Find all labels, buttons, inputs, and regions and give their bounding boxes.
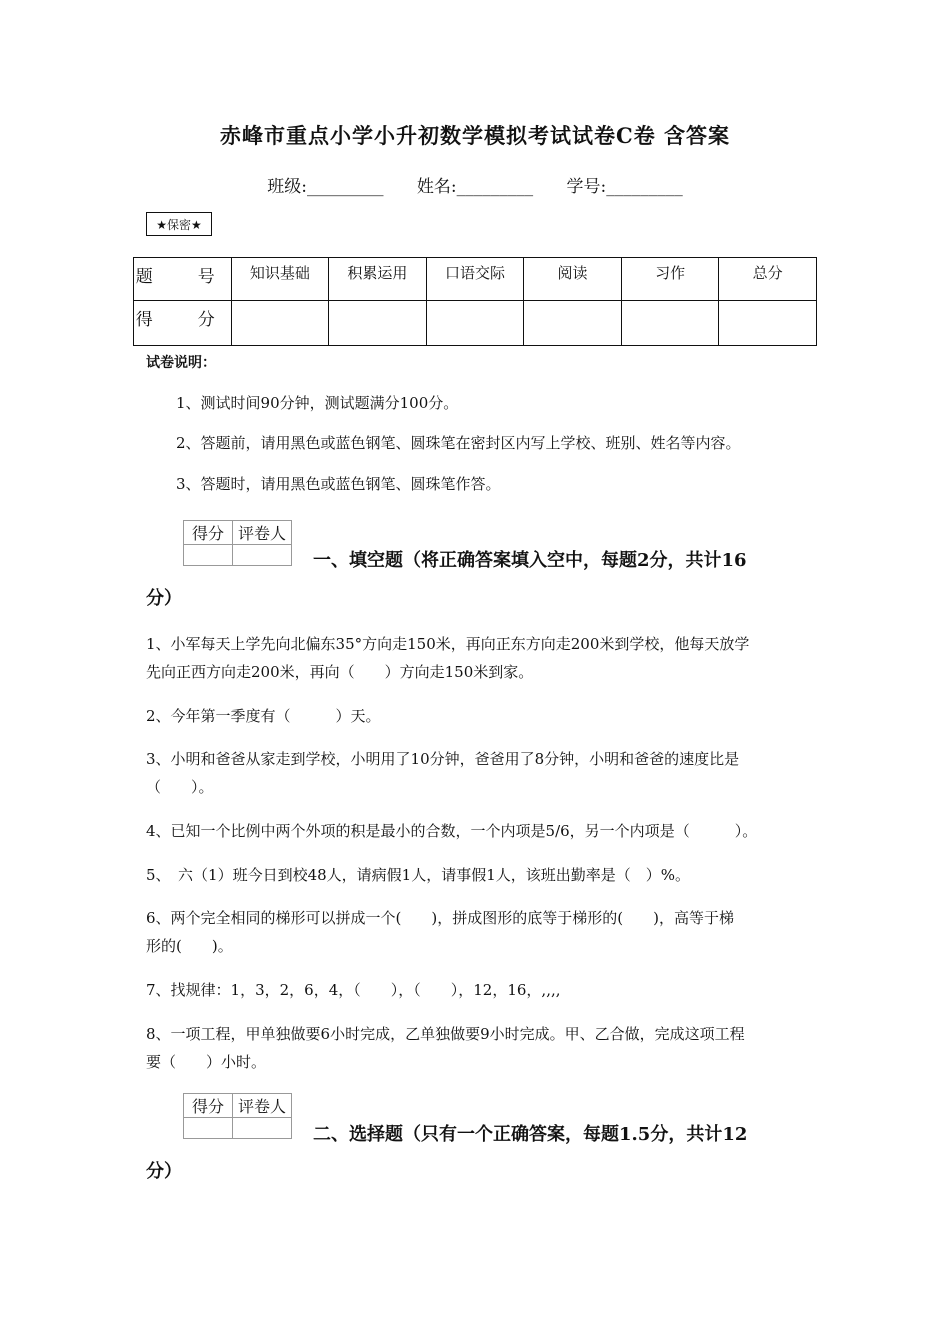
question-line: 3、小明和爸爸从家走到学校，小明用了10分钟，爸爸用了8分钟，小明和爸爸的速度比是 xyxy=(146,750,740,768)
header-cell: 阅读 xyxy=(524,258,622,301)
question-line: 1、小军每天上学先向北偏东35°方向走150米，再向正东方向走200米到学校，他每天放学 xyxy=(146,635,750,653)
score-cell[interactable] xyxy=(329,301,427,346)
score-cell[interactable] xyxy=(231,301,329,346)
question-line: 4、已知一个比例中两个外项的积是最小的合数，一个内项是5/6，另一个内项是（ ）。 xyxy=(146,822,758,840)
grader-reviewer-cell[interactable] xyxy=(233,1118,292,1139)
question-line: （ ）。 xyxy=(146,778,214,796)
score-table-score-row xyxy=(134,301,817,346)
question-line: 先向正西方向走200米，再向（ ）方向走150米到家。 xyxy=(146,663,534,681)
question-line: 8、一项工程，甲单独做要6小时完成，乙单独做要9小时完成。甲、乙合做，完成这项工程 xyxy=(146,1025,745,1043)
question-line: 5、 六（1）班今日到校48人，请病假1人，请事假1人，该班出勤率是（ ）%。 xyxy=(146,866,691,884)
grader-box xyxy=(183,520,292,566)
question-line: 形的( )。 xyxy=(146,937,233,955)
section2-heading: 二、选择题（只有一个正确答案，每题1.5分，共计12 xyxy=(313,1124,748,1145)
grader-score-cell[interactable] xyxy=(184,1118,233,1139)
header-cell: 总分 xyxy=(719,258,817,301)
name-field: 姓名:_________ xyxy=(416,177,534,197)
grader-reviewer-label: 评卷人 xyxy=(233,1094,292,1118)
score-table xyxy=(133,257,817,346)
class-field: 班级:_________ xyxy=(267,177,384,197)
grader-reviewer-cell[interactable] xyxy=(233,545,292,566)
question-line: 7、找规律：1，3，2，6，4，（ ），（ ），12，16，,,,, xyxy=(146,981,561,999)
header-cell: 知识基础 xyxy=(231,258,329,301)
student-info-line xyxy=(0,172,950,197)
grader-score-label: 得分 xyxy=(184,521,233,545)
instruction-item: 2、答题前，请用黑色或蓝色钢笔、圆珠笔在密封区内写上学校、班别、姓名等内容。 xyxy=(176,434,741,452)
grader-score-cell[interactable] xyxy=(184,545,233,566)
instruction-item: 1、测试时间90分钟，测试题满分100分。 xyxy=(176,394,459,412)
grader-reviewer-label: 评卷人 xyxy=(233,521,292,545)
header-cell: 口语交际 xyxy=(426,258,524,301)
header-cell: 题 号 xyxy=(134,258,232,301)
score-cell[interactable] xyxy=(426,301,524,346)
section1-heading: 一、填空题（将正确答案填入空中，每题2分，共计16 xyxy=(313,550,747,571)
question-line: 要（ ）小时。 xyxy=(146,1053,267,1071)
instruction-item: 3、答题时，请用黑色或蓝色钢笔、圆珠笔作答。 xyxy=(176,475,501,493)
score-table-header-row xyxy=(134,258,817,301)
question-line: 6、两个完全相同的梯形可以拼成一个( )，拼成图形的底等于梯形的( )，高等于梯 xyxy=(146,909,734,927)
grader-score-label: 得分 xyxy=(184,1094,233,1118)
section2-heading-cont: 分） xyxy=(146,1161,182,1182)
page-title: 赤峰市重点小学小升初数学模拟考试试卷C卷 含答案 xyxy=(219,123,731,148)
section1-heading-cont: 分） xyxy=(146,588,182,609)
grader-box xyxy=(183,1093,292,1139)
header-cell: 积累运用 xyxy=(329,258,427,301)
instructions-title: 试卷说明： xyxy=(146,355,216,371)
student-id-field: 学号:_________ xyxy=(566,177,683,197)
score-row-label: 得 分 xyxy=(134,301,232,346)
score-cell[interactable] xyxy=(719,301,817,346)
header-cell: 习作 xyxy=(621,258,719,301)
question-line: 2、今年第一季度有（ ）天。 xyxy=(146,707,381,725)
score-cell[interactable] xyxy=(524,301,622,346)
confidential-badge: ★保密★ xyxy=(146,212,212,236)
score-cell[interactable] xyxy=(621,301,719,346)
